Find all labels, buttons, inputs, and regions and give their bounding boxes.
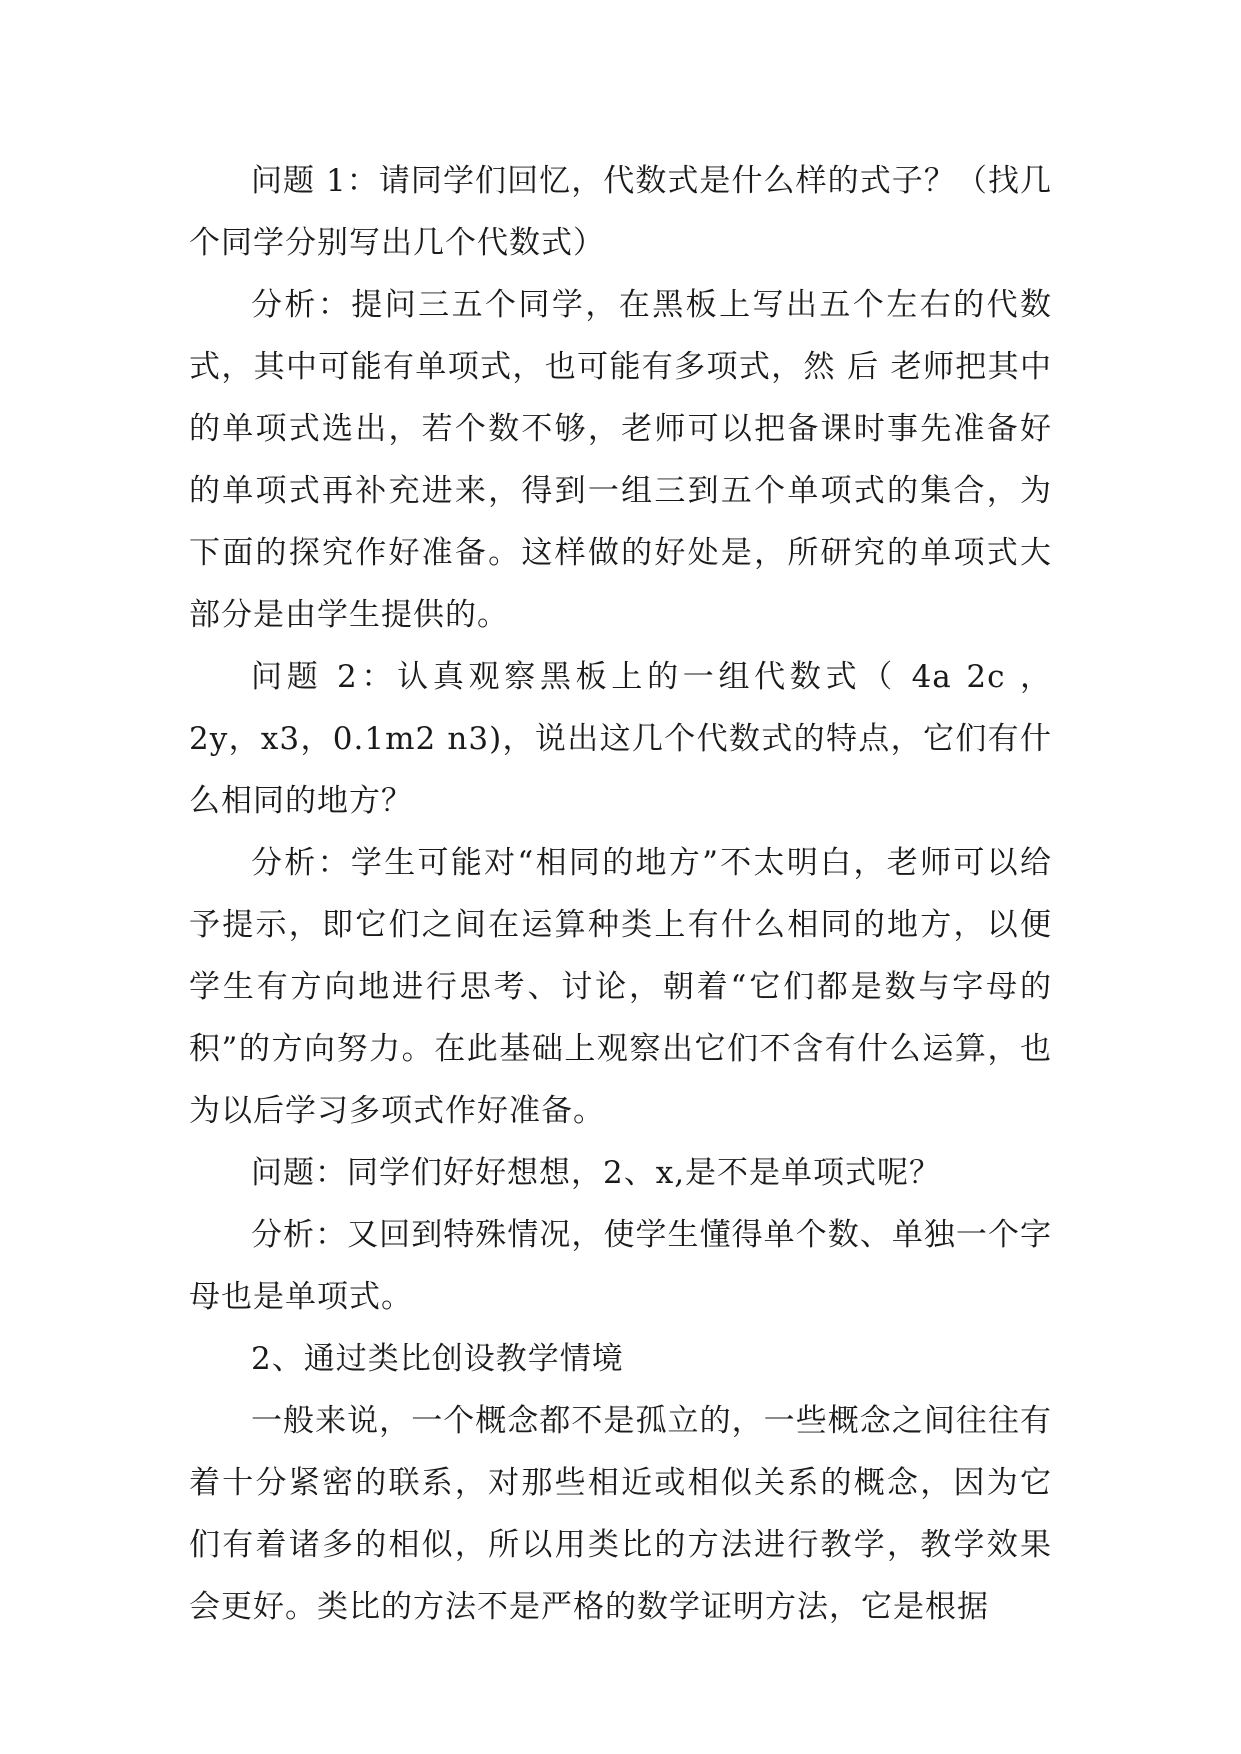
document-body [189,150,1052,1638]
question-2-paragraph: 问题 2：认真观察黑板上的一组代数式（ 4a 2c ， 2y，x3，0.1m2 n3)，说出这几个代数式的特点，它们有什么相同的地方？ [189,659,1052,819]
section-heading: 2、通过类比创设教学情境 [251,1341,624,1377]
analysis-2-paragraph: 分析：学生可能对“相同的地方”不太明白，老师可以给予提示，即它们之间在运算种类上有什么相同的地方，以便学生有方向地进行思考、讨论，朝着“它们都是数与字母的积”的方向努力。在此基础上观察出它们不含有什么运算，也为以后学习多项式作好准备。 [189,845,1052,1129]
analysis-3-paragraph: 分析：又回到特殊情况，使学生懂得单个数、单独一个字母也是单项式。 [189,1217,1052,1315]
analysis-1-paragraph: 分析：提问三五个同学，在黑板上写出五个左右的代数式，其中可能有单项式，也可能有多项式，然 后 老师把其中的单项式选出，若个数不够，老师可以把备课时事先准备好的单项式再补充进来，得到一组三到五个单项式的集合，为下面的探究作好准备。这样做的好处是，所研究的单项式大部分是由学生提供的。 [189,287,1052,633]
body-paragraph: 一般来说，一个概念都不是孤立的，一些概念之间往往有着十分紧密的联系，对那些相近或相似关系的概念，因为它们有着诸多的相似，所以用类比的方法进行教学，教学效果会更好。类比的方法不是严格的数学证明方法，它是根据 [189,1403,1052,1625]
question-3-paragraph: 问题：同学们好好想想，2、x,是不是单项式呢？ [251,1155,942,1191]
question-1-paragraph: 问题 1：请同学们回忆，代数式是什么样的式子？（找几个同学分别写出几个代数式） [189,163,1052,261]
